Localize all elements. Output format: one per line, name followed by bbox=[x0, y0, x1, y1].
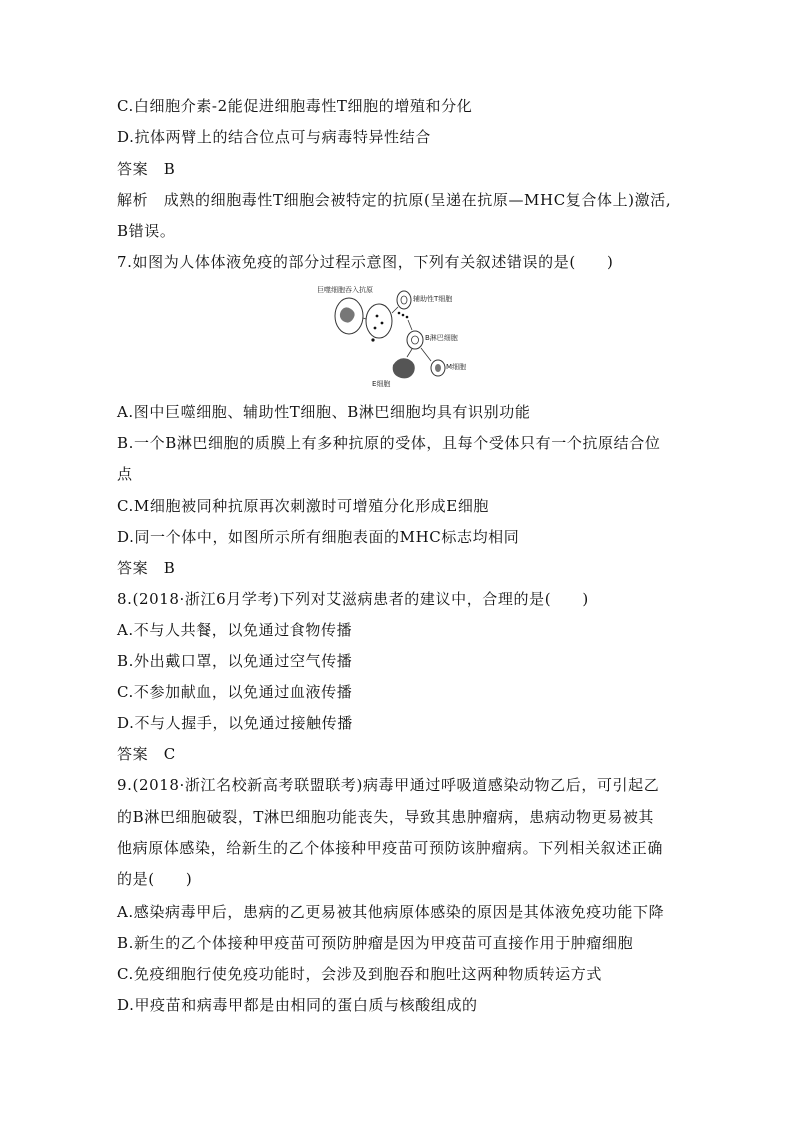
option-8d: D.不与人握手，以免通过接触传播 bbox=[117, 714, 353, 732]
answer-8: 答案 C bbox=[117, 745, 176, 763]
label-m-cell: M细胞 bbox=[446, 363, 467, 371]
question-9-line4: 的是( ) bbox=[117, 870, 193, 888]
label-b-cell: B淋巴细胞 bbox=[425, 334, 458, 342]
option-7a: A.图中巨噬细胞、辅助性T细胞、B淋巴细胞均具有识别功能 bbox=[117, 403, 531, 421]
immune-process-diagram bbox=[315, 283, 475, 391]
label-e-cell: E细胞 bbox=[372, 380, 391, 388]
option-8c: C.不参加献血，以免通过血液传播 bbox=[117, 683, 353, 701]
question-9-line2: 的B淋巴细胞破裂，T淋巴细胞功能丧失，导致其患肿瘤病，患病动物更易被其 bbox=[117, 808, 655, 826]
option-7d: D.同一个体中，如图所示所有细胞表面的MHC标志均相同 bbox=[117, 528, 520, 546]
option-7b-line2: 点 bbox=[117, 465, 133, 483]
question-7-stem: 7.如图为人体体液免疫的部分过程示意图，下列有关叙述错误的是( ) bbox=[117, 253, 614, 271]
b-lymphocyte bbox=[407, 331, 423, 349]
question-9-line3: 他病原体感染，给新生的乙个体接种甲疫苗可预防该肿瘤病。下列相关叙述正确 bbox=[117, 839, 664, 857]
helper-t-cell bbox=[397, 291, 411, 309]
option-9a: A.感染病毒甲后，患病的乙更易被其他病原体感染的原因是其体液免疫功能下降 bbox=[117, 903, 665, 921]
option-8b: B.外出戴口罩，以免通过空气传播 bbox=[117, 652, 353, 670]
e-cell bbox=[393, 358, 415, 378]
option-7b-line1: B.一个B淋巴细胞的质膜上有多种抗原的受体，且每个受体只有一个抗原结合位 bbox=[117, 434, 661, 452]
option-9c: C.免疫细胞行使免疫功能时，会涉及到胞吞和胞吐这两种物质转运方式 bbox=[117, 965, 602, 983]
label-macrophage: 巨噬细胞吞入抗原 bbox=[317, 286, 373, 294]
option-6c: C.白细胞介素-2能促进细胞毒性T细胞的增殖和分化 bbox=[117, 97, 473, 115]
analysis-6-line1: 解析 成熟的细胞毒性T细胞会被特定的抗原(呈递在抗原—MHC复合体上)激活, bbox=[117, 191, 672, 209]
option-8a: A.不与人共餐，以免通过食物传播 bbox=[117, 621, 353, 639]
macrophage-nucleus bbox=[340, 307, 355, 322]
label-helper-t: 辅助性T细胞 bbox=[413, 295, 453, 303]
question-8-stem: 8.(2018·浙江6月学考)下列对艾滋病患者的建议中，合理的是( ) bbox=[117, 590, 589, 608]
antigen-presenting-cell bbox=[366, 304, 392, 338]
analysis-6-line2: B错误。 bbox=[117, 222, 176, 240]
option-6d: D.抗体两臂上的结合位点可与病毒特异性结合 bbox=[117, 128, 431, 146]
option-9b: B.新生的乙个体接种甲疫苗可预防肿瘤是因为甲疫苗可直接作用于肿瘤细胞 bbox=[117, 934, 634, 952]
answer-7: 答案 B bbox=[117, 559, 176, 577]
option-7c: C.M细胞被同种抗原再次刺激时可增殖分化形成E细胞 bbox=[117, 497, 490, 515]
answer-6: 答案 B bbox=[117, 160, 176, 178]
question-9-line1: 9.(2018·浙江名校新高考联盟联考)病毒甲通过呼吸道感染动物乙后，可引起乙 bbox=[117, 776, 660, 794]
option-9d: D.甲疫苗和病毒甲都是由相同的蛋白质与核酸组成的 bbox=[117, 996, 478, 1014]
